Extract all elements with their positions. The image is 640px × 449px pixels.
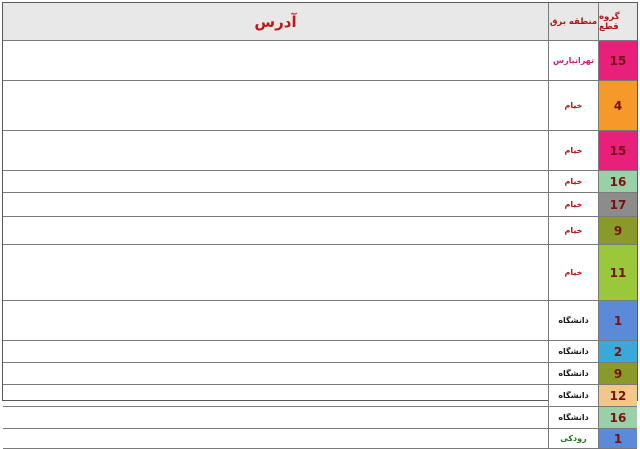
zone-cell: دانشگاه bbox=[549, 301, 599, 341]
group-cell: 11 bbox=[599, 245, 637, 301]
address-cell bbox=[3, 81, 549, 131]
header-zone: منطقه برق bbox=[549, 3, 599, 41]
zone-cell: دانشگاه bbox=[549, 385, 599, 407]
outage-schedule-table bbox=[2, 2, 638, 446]
group-cell: 15 bbox=[599, 131, 637, 171]
address-cell bbox=[3, 131, 549, 171]
header-address: آدرس bbox=[3, 3, 549, 41]
address-cell bbox=[3, 171, 549, 193]
group-cell: 1 bbox=[599, 301, 637, 341]
zone-cell: رودکی bbox=[549, 429, 599, 449]
group-cell: 2 bbox=[599, 341, 637, 363]
group-cell: 1 bbox=[599, 429, 637, 449]
zone-cell: دانشگاه bbox=[549, 341, 599, 363]
group-cell: 9 bbox=[599, 363, 637, 385]
address-cell bbox=[3, 245, 549, 301]
zone-cell: خیام bbox=[549, 217, 599, 245]
group-cell: 16 bbox=[599, 171, 637, 193]
address-cell bbox=[3, 301, 549, 341]
zone-cell: دانشگاه bbox=[549, 407, 599, 429]
zone-cell: خیام bbox=[549, 193, 599, 217]
zone-cell: خیام bbox=[549, 245, 599, 301]
group-cell: 15 bbox=[599, 41, 637, 81]
group-cell: 4 bbox=[599, 81, 637, 131]
address-cell bbox=[3, 41, 549, 81]
group-cell: 9 bbox=[599, 217, 637, 245]
address-cell bbox=[3, 385, 549, 407]
address-cell bbox=[3, 217, 549, 245]
zone-cell: دانشگاه bbox=[549, 363, 599, 385]
address-cell bbox=[3, 363, 549, 385]
group-cell: 16 bbox=[599, 407, 637, 429]
group-cell: 12 bbox=[599, 385, 637, 407]
address-cell bbox=[3, 429, 549, 449]
address-cell bbox=[3, 341, 549, 363]
header-group: گروه قطع bbox=[599, 3, 637, 41]
zone-cell: خیام bbox=[549, 171, 599, 193]
zone-cell: خیام bbox=[549, 131, 599, 171]
address-cell bbox=[3, 407, 549, 429]
address-cell bbox=[3, 193, 549, 217]
zone-cell: خیام bbox=[549, 81, 599, 131]
group-cell: 17 bbox=[599, 193, 637, 217]
zone-cell: تهرانپارس bbox=[549, 41, 599, 81]
